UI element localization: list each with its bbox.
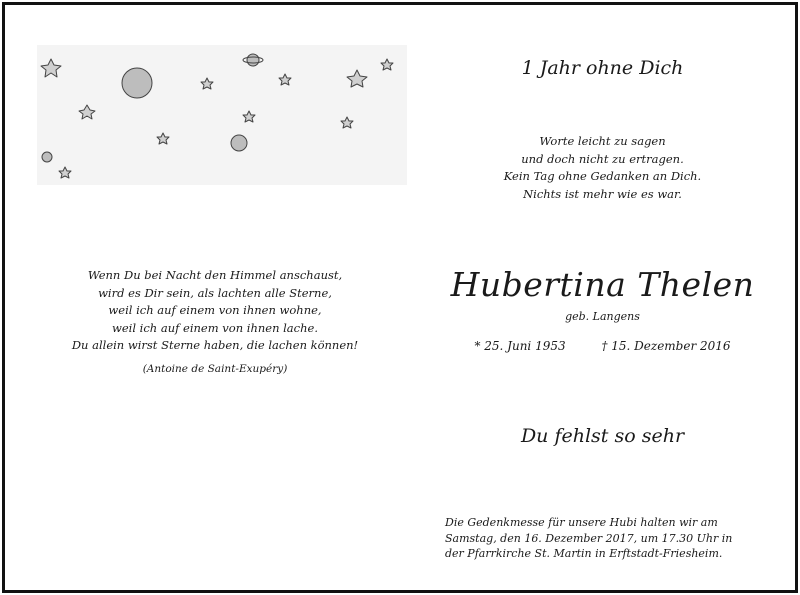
star-5 xyxy=(347,70,367,87)
deceased-name: Hubertina Thelen xyxy=(450,265,755,304)
quote-line: Du allein wirst Sterne haben, die lachen können! xyxy=(71,338,359,352)
star-10 xyxy=(59,167,71,178)
saint-exupery-quote xyxy=(45,267,385,355)
quote-line: weil ich auf einem von ihnen wohne, xyxy=(108,303,322,317)
planet-small xyxy=(231,135,247,151)
poem-line: Nichts ist mehr wie es war. xyxy=(523,186,682,201)
life-dates xyxy=(425,339,780,353)
birth-date: * 25. Juni 1953 xyxy=(474,339,566,353)
poem-line: Kein Tag ohne Gedanken an Dich. xyxy=(503,169,702,183)
ringed-planet xyxy=(243,54,263,66)
notice-line: der Pfarrkirche St. Martin in Erftstadt-Friesheim. xyxy=(445,547,723,560)
quote-line: Wenn Du bei Nacht den Himmel anschaust, xyxy=(87,268,343,282)
death-date: † 15. Dezember 2016 xyxy=(601,339,731,353)
notice-line: Die Gedenkmesse für unsere Hubi halten wir am xyxy=(445,516,718,529)
quote-line: weil ich auf einem von ihnen lache. xyxy=(112,320,318,335)
quote-source: (Antoine de Saint-Exupéry) xyxy=(142,363,288,375)
stars-illustration xyxy=(37,45,407,185)
planet-tiny xyxy=(42,152,52,162)
memorial-mass-notice xyxy=(445,515,755,562)
stars-drawing xyxy=(37,45,407,185)
anniversary-heading: 1 Jahr ohne Dich xyxy=(521,57,684,79)
notice-line: Samstag, den 16. Dezember 2017, um 17.30 Uhr in xyxy=(445,531,733,545)
star-3 xyxy=(201,78,213,89)
star-1 xyxy=(41,59,61,77)
quote-line: wird es Dir sein, als lachten alle Sterne, xyxy=(98,285,332,300)
missed-phrase: Du fehlst so sehr xyxy=(520,425,685,447)
poem-line: Worte leicht zu sagen xyxy=(539,134,666,148)
star-7 xyxy=(157,133,169,144)
maiden-name: geb. Langens xyxy=(565,310,640,323)
star-6 xyxy=(381,59,393,70)
poem-line: und doch nicht zu ertragen. xyxy=(521,151,684,166)
star-2 xyxy=(79,105,95,119)
star-8 xyxy=(243,111,255,122)
planet-large xyxy=(122,68,152,98)
star-9 xyxy=(341,117,353,128)
memorial-poem xyxy=(425,133,780,203)
obituary-card xyxy=(2,2,798,593)
star-4 xyxy=(279,74,291,85)
